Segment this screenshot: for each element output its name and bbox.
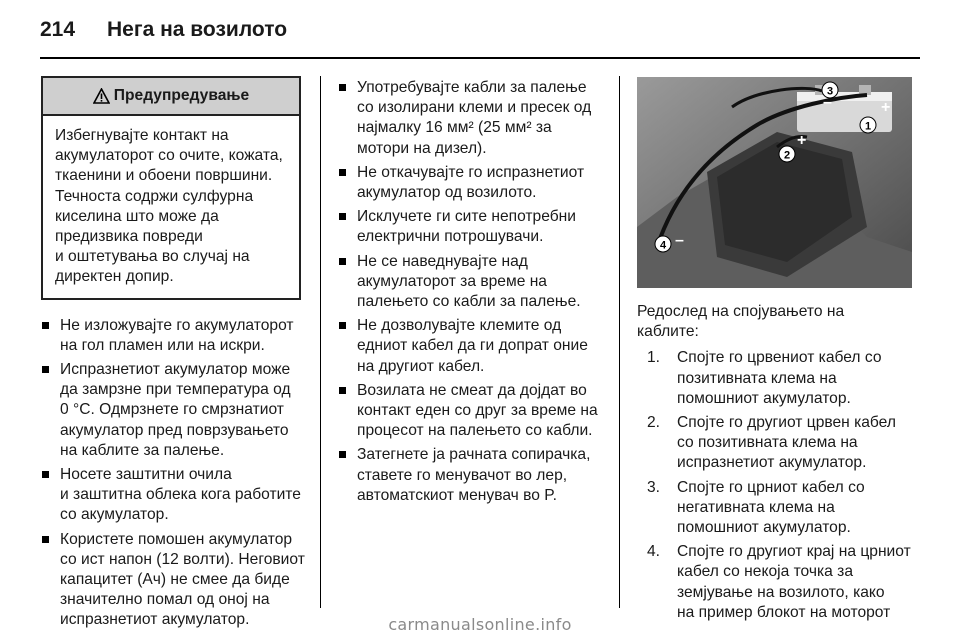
step-line: Спојте го другиот крај на црниот — [677, 543, 911, 561]
bullet-item — [41, 316, 301, 356]
warning-line: акумулаторот со очите, кожата, — [55, 147, 283, 165]
bullet-square-icon — [339, 84, 346, 91]
bullet-line: да замрзне при температура од — [60, 381, 291, 399]
right-column-text — [637, 302, 917, 627]
bullet-line: Не изложувајте го акумулаторот — [60, 316, 294, 334]
bullet-item — [338, 316, 606, 377]
bullet-square-icon — [42, 366, 49, 373]
step-line: позитивната клема на — [677, 369, 837, 387]
intro-text — [637, 302, 917, 342]
warning-box — [41, 76, 301, 300]
step-line: испразнетиот акумулатор. — [677, 454, 867, 472]
bullet-line: мотори на дизел). — [357, 139, 487, 157]
bullet-line: контакт еден со друг за време на — [357, 402, 598, 420]
warning-line: Течноста содржи сулфурна — [55, 187, 254, 205]
bullet-line: процесот на палењето со кабли. — [357, 422, 593, 440]
intro-line: Редослед на спојувањето на — [637, 303, 845, 320]
bullet-line: со ист напон (12 волти). Неговиот — [60, 550, 305, 568]
warning-text — [43, 116, 299, 298]
plus-sign-engine: + — [797, 132, 807, 149]
bullet-item — [338, 207, 606, 247]
step-number: 3. — [647, 478, 661, 496]
header-divider — [40, 57, 920, 59]
minus-sign-ground: – — [675, 232, 684, 249]
svg-text:2: 2 — [783, 149, 791, 162]
step-line: Спојте го црвениот кабел со — [677, 349, 882, 367]
bullet-square-icon — [42, 536, 49, 543]
left-column — [41, 76, 305, 635]
bullet-item — [41, 360, 301, 461]
minus-sign-battery: – — [823, 94, 832, 111]
step-number: 4. — [647, 543, 661, 561]
bullet-line: акумулаторот за време на — [357, 272, 547, 290]
svg-text:1: 1 — [864, 120, 872, 133]
bullet-line: на другиот кабел. — [357, 357, 485, 375]
bullet-line: Затегнете ја рачната сопирачка, — [357, 446, 591, 464]
warning-line: киселина што може да — [55, 207, 219, 225]
bullet-square-icon — [339, 169, 346, 176]
column-divider-left — [320, 76, 321, 608]
step-item — [637, 542, 917, 623]
svg-text:3: 3 — [826, 85, 834, 98]
bullet-line: најмалку 16 мм² (25 мм² за — [357, 119, 552, 137]
step-line: помошниот акумулатор. — [677, 389, 851, 407]
step-item — [637, 413, 917, 474]
page-number: 214 — [40, 18, 76, 41]
warning-triangle-icon — [93, 88, 110, 104]
middle-bullet-list — [338, 78, 606, 506]
bullet-line: значително помал од оној на — [60, 591, 270, 609]
bullet-item — [338, 381, 606, 442]
bullet-line: електрични потрошувачи. — [357, 228, 544, 246]
bullet-line: ставете го менувачот во лер, — [357, 466, 568, 484]
callout-1 — [860, 117, 876, 133]
step-number: 2. — [647, 414, 661, 432]
bullet-line: на каблите за палење. — [60, 441, 225, 459]
warning-heading — [43, 78, 299, 116]
bullet-line: палењето со кабли за палење. — [357, 293, 581, 311]
jump-start-illustration — [637, 77, 912, 288]
bullet-item — [41, 465, 301, 526]
step-line: Спојте го другиот црвен кабел — [677, 414, 896, 432]
bullet-line: автоматскиот менувач во P. — [357, 486, 557, 504]
svg-text:4: 4 — [659, 239, 667, 252]
bullet-line: акумулатор пред поврзувањето — [60, 421, 289, 439]
bullet-line: акумулатор од возилото. — [357, 184, 537, 202]
bullet-line: Не откачувајте го испразнетиот — [357, 163, 585, 181]
step-item — [637, 478, 917, 539]
step-line: кабел со некоја точка за — [677, 563, 853, 581]
step-line: земјување на возилото, како — [677, 583, 885, 601]
left-bullet-list — [41, 316, 305, 631]
bullet-line: со изолирани клеми и пресек од — [357, 99, 592, 117]
bullet-line: Не се наведнувајте над — [357, 252, 528, 270]
bullet-line: Користете помошен акумулатор — [60, 530, 293, 548]
bullet-line: со акумулатор. — [60, 506, 169, 524]
plus-sign-battery: + — [881, 99, 891, 116]
bullet-line: Возилата не смеат да дојдат во — [357, 381, 587, 399]
warning-line: ткаенини и обоени површини. — [55, 167, 273, 185]
column-divider-right — [619, 76, 620, 608]
bullet-square-icon — [42, 322, 49, 329]
connection-steps — [637, 348, 917, 623]
watermark: carmanualsonline.info — [388, 615, 572, 634]
bullet-line: Не дозволувајте клемите од — [357, 317, 562, 335]
bullet-square-icon — [339, 213, 346, 220]
intro-line: каблите: — [637, 323, 699, 341]
bullet-line: Испразнетиот акумулатор може — [60, 361, 291, 379]
bullet-square-icon — [339, 387, 346, 394]
step-item — [637, 348, 917, 409]
bullet-line: Носете заштитни очила — [60, 466, 232, 484]
bullet-line: испразнетиот акумулатор. — [60, 611, 250, 629]
callout-4 — [655, 236, 671, 252]
warning-line: предизвика повреди — [55, 228, 203, 246]
page-header — [40, 18, 287, 48]
warning-heading-text: Предупредување — [113, 86, 250, 104]
page-title: Нега на возилото — [107, 18, 288, 41]
bullet-item — [338, 252, 606, 313]
bullet-line: 0 °C. Одмрзнете го смрзнатиот — [60, 401, 284, 419]
bullet-line: и заштитна облека кога работите — [60, 486, 301, 504]
step-line: негативната клема на — [677, 498, 835, 516]
bullet-square-icon — [42, 471, 49, 478]
bullet-line: на гол пламен или на искри. — [60, 336, 265, 354]
bullet-square-icon — [339, 451, 346, 458]
bullet-line: капацитет (Ач) не смее да биде — [60, 571, 290, 589]
bullet-square-icon — [339, 322, 346, 329]
warning-line: и оштетувања во случај на — [55, 248, 250, 266]
bullet-square-icon — [339, 258, 346, 265]
step-number: 1. — [647, 349, 661, 367]
bullet-item — [338, 78, 606, 159]
warning-line: Избегнувајте контакт на — [55, 127, 229, 144]
bullet-item — [338, 445, 606, 506]
step-line: со позитивната клема на — [677, 434, 858, 452]
step-line: помошниот акумулатор. — [677, 519, 851, 537]
engine-bay-photo — [637, 77, 912, 288]
callout-2 — [779, 146, 795, 162]
middle-column — [338, 78, 606, 510]
bullet-item — [338, 163, 606, 203]
step-line: на пример блокот на моторот — [677, 603, 891, 621]
bullet-line: Употребувајте кабли за палење — [357, 79, 587, 96]
bullet-line: Исклучете ги сите непотребни — [357, 208, 576, 226]
step-line: Спојте го црниот кабел со — [677, 478, 865, 496]
warning-line: директен допир. — [55, 268, 174, 286]
bullet-line: едниот кабел да ги допрат оние — [357, 337, 588, 355]
